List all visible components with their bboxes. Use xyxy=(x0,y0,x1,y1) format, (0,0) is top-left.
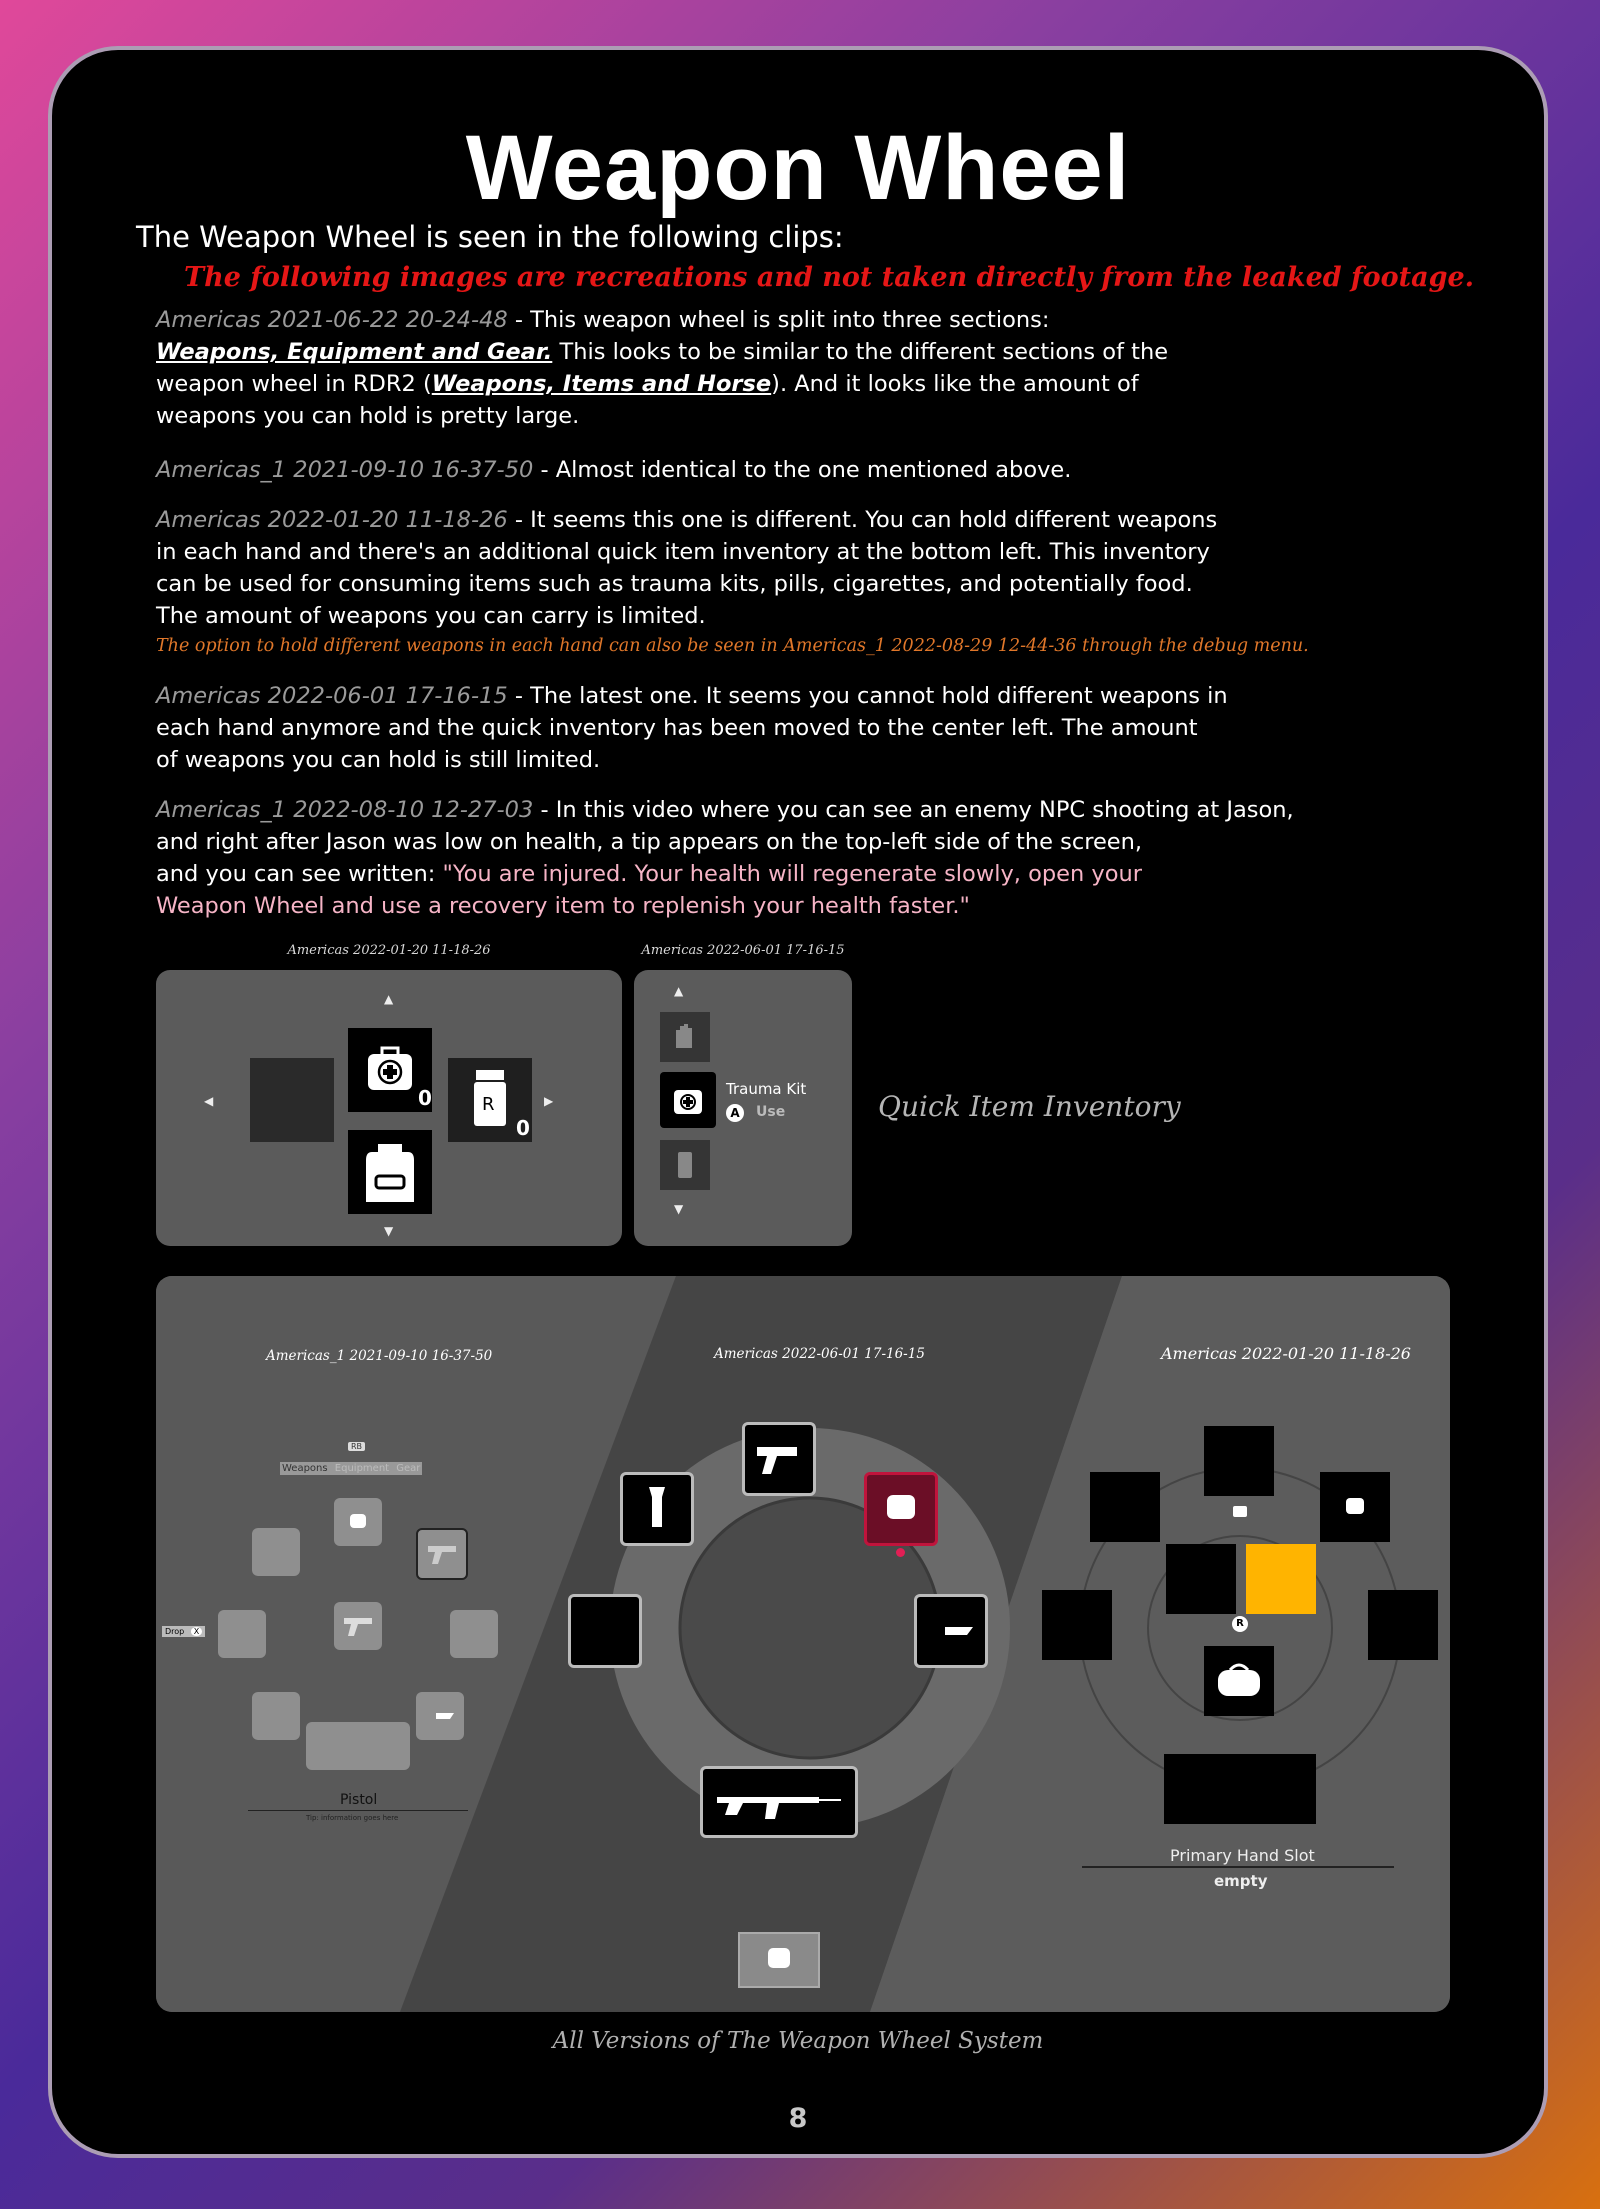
separator: - xyxy=(533,797,556,823)
clip-name: Americas 2022-01-20 11-18-26 xyxy=(156,507,508,533)
entry-text: The latest one. It seems you cannot hold different weapons in xyxy=(530,683,1228,709)
quick-item-inventory-label: Quick Item Inventory xyxy=(878,1090,1181,1123)
arrow-up-icon: ▲ xyxy=(674,984,684,998)
knife-icon xyxy=(917,1597,985,1665)
rifle-icon xyxy=(703,1769,855,1835)
divider xyxy=(1082,1866,1394,1868)
fist-slot[interactable] xyxy=(334,1498,382,1546)
backpack-slot[interactable] xyxy=(348,1130,432,1214)
medkit-slot[interactable] xyxy=(348,1028,432,1112)
pistol-center-slot[interactable] xyxy=(334,1602,382,1650)
entry-text: can be used for consuming items such as trauma kits, pills, cigarettes, and potentially food. xyxy=(156,571,1193,597)
primary-hand-slot-value: empty xyxy=(1214,1872,1268,1890)
pistol-slot[interactable] xyxy=(742,1422,816,1496)
weapon-slot[interactable] xyxy=(1368,1590,1438,1660)
separator: - xyxy=(507,507,531,533)
quick-inventory-panel-a xyxy=(156,970,622,1246)
arrow-down-icon: ▼ xyxy=(674,1202,684,1216)
weapon-slot-wide[interactable] xyxy=(306,1722,410,1770)
weapon-wheel-comparison xyxy=(156,1276,1450,2012)
entry-text: each hand anymore and the quick inventory has been moved to the center left. The amount xyxy=(156,715,1198,741)
arrow-left-icon: ◀ xyxy=(204,1094,214,1108)
fist-icon xyxy=(867,1475,935,1543)
entry-text: ). And it looks like the amount of xyxy=(771,371,1139,397)
medkit-selected-slot[interactable] xyxy=(660,1072,716,1128)
health-tip-quote: "You are injured. Your health will regenerate slowly, open your xyxy=(442,861,1142,887)
pistol-icon xyxy=(745,1425,813,1493)
tab-gear[interactable]: Gear xyxy=(396,1463,421,1474)
left-hand-slot[interactable] xyxy=(1166,1544,1236,1614)
bag-slot[interactable] xyxy=(1204,1646,1274,1716)
separator: - xyxy=(507,683,531,709)
entry-text: This looks to be similar to the different sections of the xyxy=(552,339,1169,365)
clip-name: Americas 2022-06-01 17-16-15 xyxy=(156,683,508,709)
selection-dot xyxy=(896,1548,905,1557)
clip-name: Americas 2021-06-22 20-24-48 xyxy=(156,307,508,333)
flashlight-slot[interactable] xyxy=(620,1472,694,1546)
item-count: 0 xyxy=(516,1116,530,1140)
rifle-slot[interactable] xyxy=(700,1766,858,1838)
arrow-up-icon: ▲ xyxy=(384,992,394,1006)
use-action[interactable]: Use xyxy=(756,1104,786,1120)
panel-b-caption: Americas 2022-06-01 17-16-15 xyxy=(641,943,845,958)
entry-1 xyxy=(156,304,1336,432)
clip-name: Americas_1 2021-09-10 16-37-50 xyxy=(156,457,534,483)
pills-slot[interactable] xyxy=(660,1140,710,1190)
arrow-down-icon: ▼ xyxy=(384,1224,394,1238)
fist-slot[interactable] xyxy=(1320,1472,1390,1542)
section-tabs xyxy=(280,1462,422,1475)
pills-slot[interactable] xyxy=(448,1058,532,1142)
flashlight-icon xyxy=(623,1475,691,1543)
pistol-icon xyxy=(418,1530,466,1578)
weapon-slot[interactable] xyxy=(1042,1590,1112,1660)
entry-text: of weapons you can hold is still limited. xyxy=(156,747,601,773)
item-count: 0 xyxy=(418,1086,432,1110)
entry-text: Almost identical to the one mentioned above. xyxy=(555,457,1072,483)
underlined-text: Weapons, Equipment and Gear. xyxy=(156,339,553,365)
tab-weapons[interactable]: Weapons xyxy=(282,1463,328,1474)
entry-4 xyxy=(156,680,1336,776)
entry-text: In this video where you can see an enemy NPC shooting at Jason, xyxy=(555,797,1294,823)
intro-text: The Weapon Wheel is seen in the following clips: xyxy=(136,220,844,254)
entry-text: This weapon wheel is split into three sections: xyxy=(530,307,1050,333)
knife-slot[interactable] xyxy=(914,1594,988,1668)
disclaimer-text: The following images are recreations and not taken directly from the leaked footage. xyxy=(184,262,1475,293)
weapon-slot[interactable] xyxy=(450,1610,498,1658)
quick-inventory-panel-b xyxy=(634,970,852,1246)
primary-hand-slot-label: Primary Hand Slot xyxy=(1170,1846,1315,1865)
panel-a-caption: Americas 2022-01-20 11-18-26 xyxy=(287,943,491,958)
x-button-icon: X xyxy=(191,1627,202,1636)
debug-note: The option to hold different weapons in each hand can also be seen in Americas_1 2022-08-29 12-44-36 through the debug menu. xyxy=(156,636,1309,656)
fist-icon xyxy=(1320,1472,1390,1542)
health-tip-quote: Weapon Wheel and use a recovery item to replenish your health faster." xyxy=(156,893,970,919)
duffel-bag-icon xyxy=(1204,1646,1274,1716)
medkit-icon xyxy=(1230,1500,1250,1520)
page-card xyxy=(48,46,1548,2158)
fist-icon xyxy=(740,1934,818,1986)
glove-slot[interactable] xyxy=(660,1012,710,1062)
figure-caption: All Versions of The Weapon Wheel System xyxy=(552,2028,1044,2054)
long-weapon-slot[interactable] xyxy=(1164,1754,1316,1824)
left-tip-text: Tip: information goes here xyxy=(306,1814,399,1822)
underlined-text: Weapons, Items and Horse xyxy=(431,371,772,397)
weapon-slot[interactable] xyxy=(252,1528,300,1576)
entry-text: The amount of weapons you can carry is limited. xyxy=(156,603,706,629)
entry-2 xyxy=(156,454,1336,486)
entry-text: in each hand and there's an additional quick item inventory at the bottom left. This inventory xyxy=(156,539,1210,565)
entry-text: and right after Jason was low on health, a tip appears on the top-left side of the screen, xyxy=(156,829,1143,855)
rb-button-icon: RB xyxy=(348,1442,365,1451)
knife-slot[interactable] xyxy=(416,1692,464,1740)
weapon-slot[interactable] xyxy=(252,1692,300,1740)
pistol-icon xyxy=(334,1602,382,1650)
tab-equipment[interactable]: Equipment xyxy=(334,1463,390,1474)
page-title: Weapon Wheel xyxy=(465,117,1131,219)
backpack-icon xyxy=(348,1130,432,1214)
entry-text: and you can see written: xyxy=(156,861,443,887)
knife-icon xyxy=(416,1692,464,1740)
divider xyxy=(248,1810,468,1811)
separator: - xyxy=(507,307,531,333)
weapon-slot[interactable] xyxy=(1204,1426,1274,1496)
medkit-icon xyxy=(660,1072,716,1128)
pill-bottle-icon xyxy=(660,1140,710,1190)
fist-bottom-slot[interactable] xyxy=(738,1932,820,1988)
item-name: Trauma Kit xyxy=(726,1080,807,1098)
entry-text: weapons you can hold is pretty large. xyxy=(156,403,580,429)
arrow-right-icon: ▶ xyxy=(544,1094,554,1108)
empty-slot xyxy=(250,1058,334,1142)
fist-slot-selected[interactable] xyxy=(864,1472,938,1546)
pistol-slot-selected[interactable] xyxy=(416,1528,468,1580)
weapon-slot[interactable] xyxy=(218,1610,266,1658)
fist-icon xyxy=(334,1498,382,1546)
empty-weapon-slot[interactable] xyxy=(568,1594,642,1668)
r-button-icon: R xyxy=(1232,1616,1248,1632)
right-hand-slot-selected[interactable] xyxy=(1246,1544,1316,1614)
left-weapon-name: Pistol xyxy=(340,1792,378,1808)
entry-text: weapon wheel in RDR2 ( xyxy=(156,371,432,397)
clip-name: Americas_1 2022-08-10 12-27-03 xyxy=(156,797,534,823)
middle-wheel-caption: Americas 2022-06-01 17-16-15 xyxy=(714,1346,925,1362)
entry-5 xyxy=(156,794,1336,922)
separator: - xyxy=(533,457,556,483)
entry-text: It seems this one is different. You can hold different weapons xyxy=(530,507,1218,533)
weapon-slot[interactable] xyxy=(1090,1472,1160,1542)
a-button-icon: A xyxy=(726,1104,744,1122)
left-wheel-caption: Americas_1 2021-09-10 16-37-50 xyxy=(266,1348,493,1364)
glove-icon xyxy=(660,1012,710,1062)
svg-text:R: R xyxy=(482,1094,495,1115)
drop-label: Drop xyxy=(165,1627,185,1636)
right-wheel-caption: Americas 2022-01-20 11-18-26 xyxy=(1161,1344,1411,1363)
page-number: 8 xyxy=(788,2103,808,2134)
entry-3 xyxy=(156,504,1336,632)
drop-prompt[interactable] xyxy=(162,1626,205,1637)
